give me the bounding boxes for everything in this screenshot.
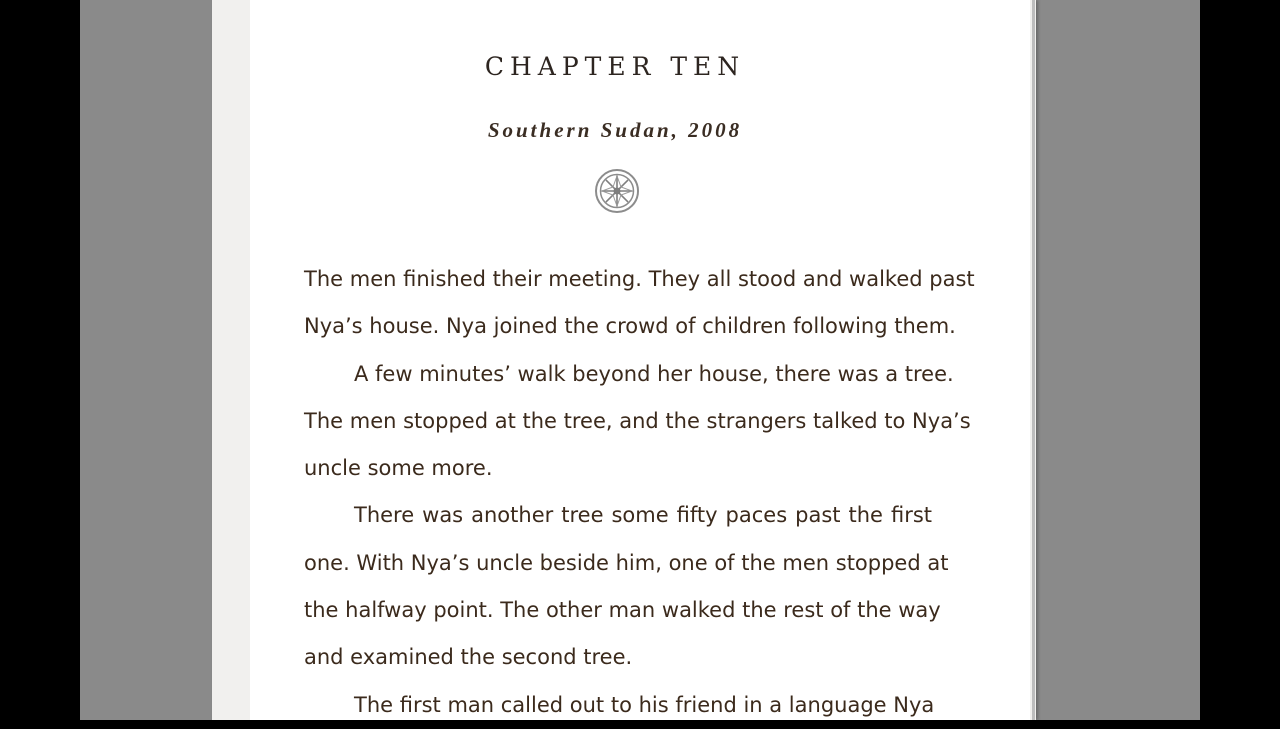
text-line: one. With Nya’s uncle beside him, one of the men stopped at <box>304 550 949 575</box>
chapter-title: CHAPTER TEN <box>484 52 746 81</box>
compass-rose-ornament-icon <box>594 168 640 214</box>
text-line: A few minutes’ walk beyond her house, there was a tree. <box>354 361 954 386</box>
chapter-body-text <box>304 256 975 729</box>
text-line: The men finished their meeting. They all stood and walked past <box>304 267 975 291</box>
text-line: There was another tree some fifty paces past the first <box>354 503 932 528</box>
text-line: the halfway point. The other man walked the rest of the way <box>304 598 941 623</box>
text-line: uncle some more. <box>304 456 493 481</box>
text-line: Nya’s house. Nya joined the crowd of children following them. <box>304 314 956 339</box>
text-line: The men stopped at the tree, and the strangers talked to Nya’s <box>304 408 971 433</box>
page-right-border <box>1032 0 1035 720</box>
text-line: and examined the second tree. <box>304 645 633 670</box>
text-line: The first man called out to his friend in a language Nya <box>354 692 935 717</box>
chapter-subtitle: Southern Sudan, 2008 <box>487 118 743 142</box>
